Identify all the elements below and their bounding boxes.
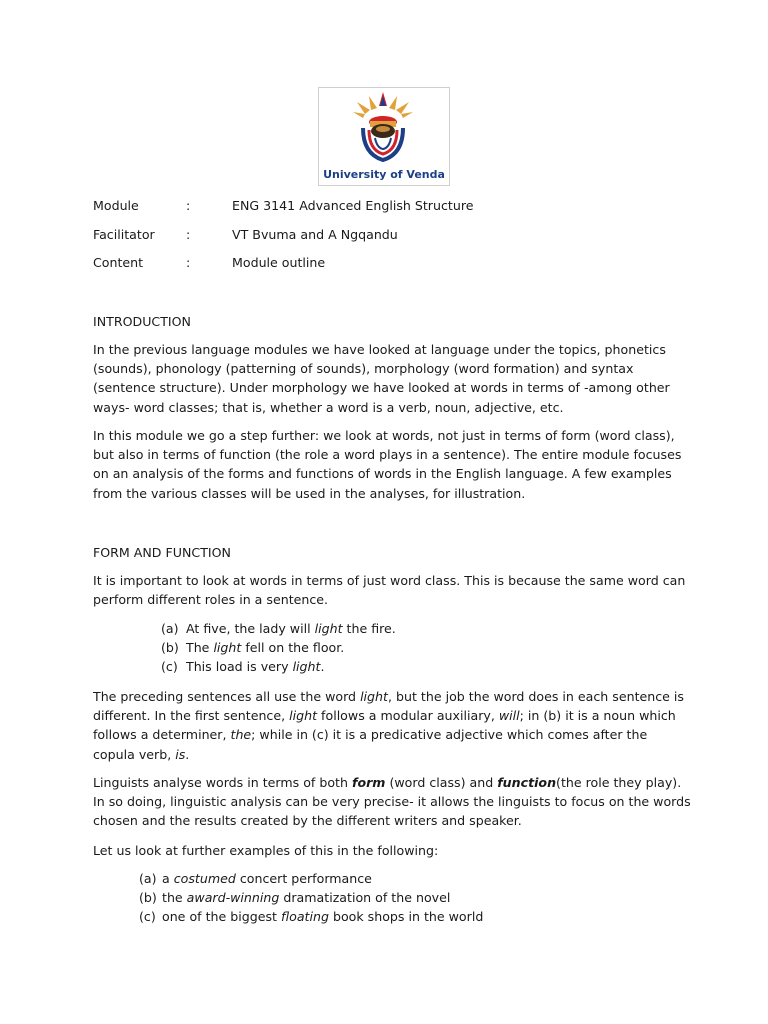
meta-value: ENG 3141 Advanced English Structure	[232, 198, 474, 213]
list-marker: (c)	[139, 909, 156, 925]
list-marker: (b)	[161, 640, 179, 656]
list-item-text: one of the biggest floating book shops in the world	[162, 909, 484, 925]
university-logo	[318, 87, 450, 186]
introduction-heading: INTRODUCTION	[93, 314, 191, 329]
meta-label: Facilitator	[93, 226, 155, 242]
university-crest-icon	[319, 88, 449, 168]
introduction-paragraph-2: In this module we go a step further: we look at words, not just in terms of form (word class), but also in terms of function (the role a word plays in a sentence). The entire module focuses on an analysis of the forms and functions of words in the English language. A few examples from the various classes will be used in the analyses, for illustration.	[93, 428, 682, 501]
meta-row-module	[93, 197, 693, 226]
form-function-paragraph-4: Let us look at further examples of this in the following:	[93, 843, 439, 858]
meta-value: Module outline	[232, 255, 326, 271]
module-info	[93, 197, 693, 283]
form-function-paragraph-1: It is important to look at words in terms of just word class. This is because the same word can perform different roles in a sentence.	[93, 573, 686, 608]
form-function-heading: FORM AND FUNCTION	[93, 545, 231, 560]
meta-row-content	[93, 254, 693, 283]
list-marker: (b)	[139, 890, 157, 906]
list-marker: (a)	[161, 621, 179, 636]
form-function-paragraph-3: Linguists analyse words in terms of both form (word class) and function(the role they play). In so doing, linguistic analysis can be very precise- it allows the linguists to focus on the words chosen and the results created by the different writers and speaker.	[93, 775, 691, 829]
list-marker: (c)	[161, 659, 178, 675]
meta-colon: :	[186, 255, 191, 271]
meta-row-facilitator	[93, 226, 693, 255]
logo-caption: University of Venda	[323, 168, 445, 181]
meta-label: Module	[93, 198, 139, 213]
list-item-text: a costumed concert performance	[162, 871, 372, 886]
meta-label: Content	[93, 255, 144, 271]
introduction-paragraph-1: In the previous language modules we have looked at language under the topics, phonetics (sounds), phonology (patterning of sounds), morphology (word formation) and syntax (sentence structure). Under morphology we have looked at words in terms of -among other ways- word classes; that is, whether a word is a verb, noun, adjective, etc.	[93, 342, 670, 415]
list-item-text: the award-winning dramatization of the novel	[162, 890, 451, 906]
list-item-text: This load is very light.	[186, 659, 325, 675]
list-marker: (a)	[139, 871, 157, 886]
meta-colon: :	[186, 198, 191, 213]
form-function-paragraph-2: The preceding sentences all use the word light, but the job the word does in each sentence is different. In the first sentence, light follows a modular auxiliary, will; in (b) it is a noun which follows a determiner, the; while in (c) it is a predicative adjective which comes after the copula verb, is.	[93, 689, 684, 762]
meta-value: VT Bvuma and A Ngqandu	[232, 226, 398, 242]
list-item-text: At five, the lady will light the fire.	[186, 621, 396, 636]
meta-colon: :	[186, 226, 191, 242]
list-item-text: The light fell on the floor.	[186, 640, 345, 656]
